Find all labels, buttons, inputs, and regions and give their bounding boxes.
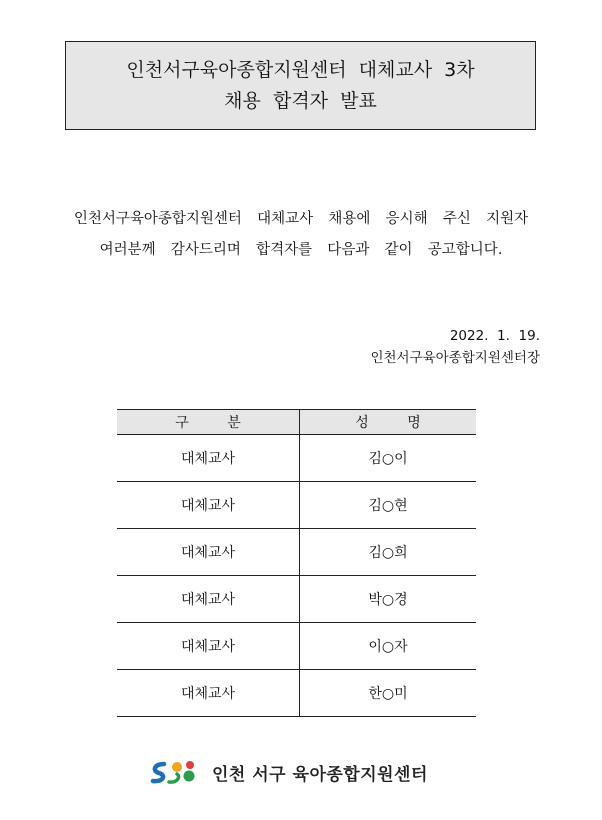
table-row: [117, 435, 476, 482]
title-line-1: 인천서구육아종합지원센터 대체교사 3차: [126, 59, 475, 81]
footer: [150, 758, 428, 786]
logo-dot-green: [184, 771, 195, 782]
table-row: [117, 670, 476, 717]
table-row: [117, 576, 476, 623]
table-row: [117, 482, 476, 529]
row-category: 대체교사: [117, 623, 300, 670]
logo-dot-orange: [172, 762, 182, 772]
row-category: 대체교사: [117, 670, 300, 717]
intro-text: [0, 204, 602, 266]
title-line-2: 채용 합격자 발표: [224, 90, 377, 112]
row-category: 대체교사: [117, 529, 300, 576]
title-box: [65, 41, 536, 130]
row-category: 대체교사: [117, 482, 300, 529]
row-category: 대체교사: [117, 576, 300, 623]
row-name: 김○이: [300, 435, 477, 482]
row-name: 한○미: [300, 670, 477, 717]
intro-line-2: 여러분께 감사드리며 합격자를 다음과 같이 공고합니다.: [99, 242, 503, 258]
logo-dot-red: [186, 761, 194, 769]
logo-swoosh-green: [169, 774, 179, 782]
signatory: 인천서구육아종합지원센터장: [370, 350, 540, 366]
intro-line-1: 인천서구육아종합지원센터 대체교사 채용에 응시해 주신 지원자: [73, 211, 529, 227]
row-name: 이○자: [300, 623, 477, 670]
header-name: 성 명: [300, 410, 477, 435]
header-category: 구 분: [117, 410, 300, 435]
table-row: [117, 623, 476, 670]
row-name: 김○현: [300, 482, 477, 529]
row-name: 김○희: [300, 529, 477, 576]
logo-swoosh-blue: [153, 764, 164, 781]
table-row: [117, 529, 476, 576]
footer-org-name: 인천 서구 육아종합지원센터: [212, 764, 428, 785]
center-logo-icon: [150, 758, 204, 786]
row-category: 대체교사: [117, 435, 300, 482]
announcement-date: 2022. 1. 19.: [449, 328, 540, 344]
table-header-row: [117, 410, 476, 435]
announcement-signature: [370, 325, 540, 369]
results-table: [117, 409, 476, 717]
row-name: 박○경: [300, 576, 477, 623]
